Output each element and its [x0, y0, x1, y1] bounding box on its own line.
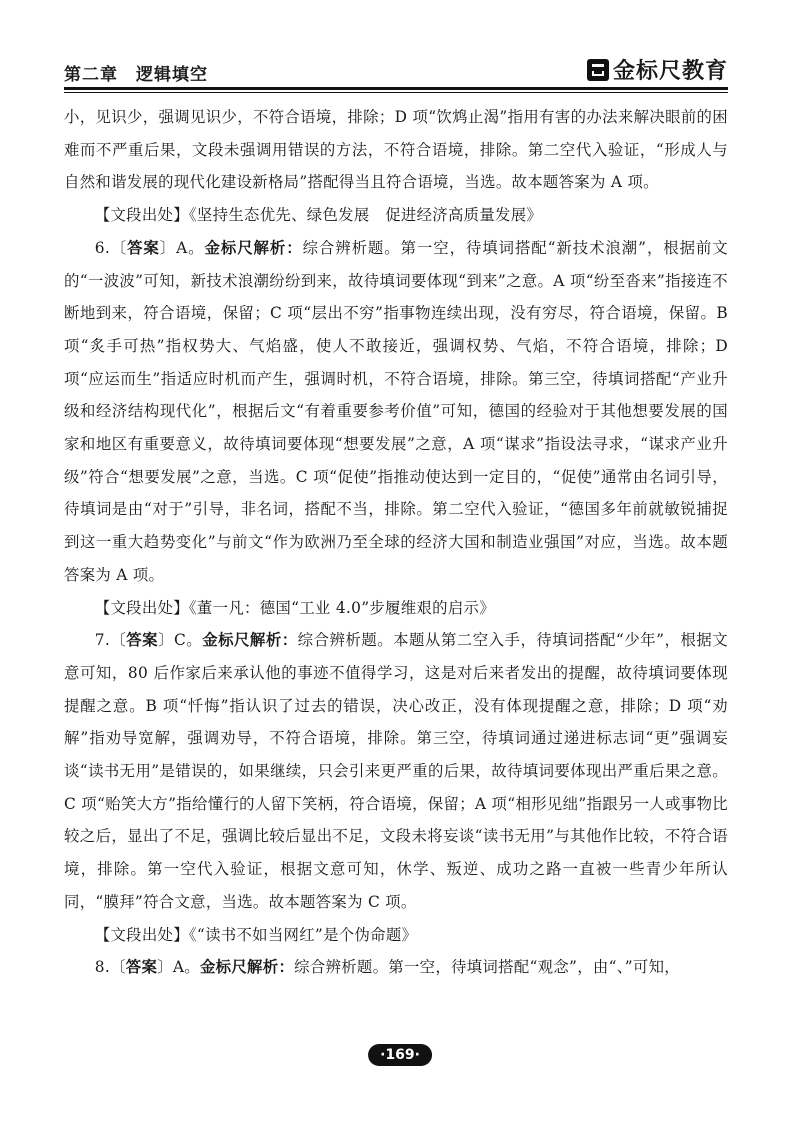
page-header — [64, 52, 728, 92]
question-8-answer: 8.〔答案〕A。金标尺解析：综合辨析题。第一空，待填词搭配“观念”，由“、”可知， — [94, 958, 680, 977]
header-rule-thin — [64, 92, 728, 93]
question-number: 8. — [94, 958, 111, 977]
answer-label: 答案 — [126, 631, 159, 650]
page-content — [64, 101, 728, 984]
logo-text: 金标尺教育 — [612, 59, 728, 84]
question-6-answer: 6.〔答案〕A。金标尺解析：综合辨析题。第一空，待填词搭配“新技术浪潮”，根据前文的“一波波”可知，新技术浪潮纷纷到来，故待填词要体现“到来”之意。A 项“纷至沓来”指接连不断地到来，符合语境，保留；C 项“层出不穷”指事物连续出现，没有穷尽，符合语境，保留。B 项“炙手可热”指权势大、气焰盛，使人不敢接近，强调权势、气焰，不符合语境，排除；D 项“应运而生”指适应时机而产生，强调时机，不符合语境，排除。第三空，待填词搭配“产业升级和经济结构现代化”，根据后文“有着重要参考价值”可知，德国的经验对于其他想要发展的国家和地区有重要意义，故待填词要体现“想要发展”之意，A 项“谋求”指设法寻求，“谋求产业升级”符合“想要发展”之意，当选。C 项“促使”指推动使达到一定目的，“促使”通常由名词引导，待填词是由“对于”引导，非名词，搭配不当，排除。第二空代入验证，“德国多年前就敏锐捕捉到这一重大趋势变化”与前文“作为欧洲乃至全球的经济大国和制造业强国”对应，当选。故本题答案为 A 项。 — [64, 238, 728, 584]
analysis-text: 综合辨析题。第一空，待填词搭配“观念”，由“、”可知， — [294, 958, 680, 977]
analysis-label: 金标尺解析： — [202, 631, 298, 650]
logo-icon — [587, 59, 609, 81]
question-number: 7. — [94, 631, 111, 650]
analysis-label: 金标尺解析： — [204, 238, 303, 257]
source-citation: 【文段出处】《“读书不如当网红”是个伪命题》 — [94, 925, 418, 944]
question-number: 6. — [94, 238, 111, 257]
publisher-logo — [587, 54, 728, 85]
question-7-answer: 7.〔答案〕C。金标尺解析：综合辨析题。本题从第二空入手，待填词搭配“少年”，根据文意可知，80 后作家后来承认他的事迹不值得学习，这是对后来者发出的提醒，故待填词要体现提醒之意。B 项“忏悔”指认识了过去的错误，决心改正，没有体现提醒之意，排除；D 项“劝解”指劝导宽解，强调劝导，不符合语境，排除。第三空，待填词通过递进标志词“更”强调妄谈“读书无用”是错误的，如果继续，只会引来更严重的后果，故待填词要体现出严重后果之意。C 项“贻笑大方”指给懂行的人留下笑柄，符合语境，保留；A 项“相形见绌”指跟另一人或事物比较之后，显出了不足，强调比较后显出不足，文段未将妄谈“读书无用”与其他作比较，不符合语境，排除。第一空代入验证，根据文意可知，休学、叛逆、成功之路一直被一些青少年所认同，“膜拜”符合文意，当选。故本题答案为 C 项。 — [64, 631, 728, 911]
header-rule — [64, 87, 728, 90]
analysis-text: 综合辨析题。本题从第二空入手，待填词搭配“少年”，根据文意可知，80 后作家后来承认他的事迹不值得学习，这是对后来者发出的提醒，故待填词要体现提醒之意。B 项“忏悔”指认识了过去的错误，决心改正，没有体现提醒之意，排除；D 项“劝解”指劝导宽解，强调劝导，不符合语境，排除。第三空，待填词通过递进标志词“更”强调妄谈“读书无用”是错误的，如果继续，只会引来更严重的后果，故待填词要体现出严重后果之意。C 项“贻笑大方”指给懂行的人留下笑柄，符合语境，保留；A 项“相形见绌”指跟另一人或事物比较之后，显出了不足，强调比较后显出不足，文段未将妄谈“读书无用”与其他作比较，不符合语境，排除。第一空代入验证，根据文意可知，休学、叛逆、成功之路一直被一些青少年所认同，“膜拜”符合文意，当选。故本题答案为 C 项。 — [64, 631, 728, 911]
source-citation: 【文段出处】《董一凡：德国“工业 4.0”步履维艰的启示》 — [94, 598, 495, 617]
paragraph-continued: 小，见识少，强调见识少，不符合语境，排除；D 项“饮鸩止渴”指用有害的办法来解决眼前的困难而不严重后果，文段未强调用错误的方法，不符合语境，排除。第二空代入验证，“形成人与自然和谐发展的现代化建设新格局”搭配得当且符合语境，当选。故本题答案为 A 项。 — [64, 108, 728, 192]
analysis-text: 综合辨析题。第一空，待填词搭配“新技术浪潮”，根据前文的“一波波”可知，新技术浪潮纷纷到来，故待填词要体现“到来”之意。A 项“纷至沓来”指接连不断地到来，符合语境，保留；C 项“层出不穷”指事物连续出现，没有穷尽，符合语境，保留。B 项“炙手可热”指权势大、气焰盛，使人不敢接近，强调权势、气焰，不符合语境，排除；D 项“应运而生”指适应时机而产生，强调时机，不符合语境，排除。第三空，待填词搭配“产业升级和经济结构现代化”，根据后文“有着重要参考价值”可知，德国的经验对于其他想要发展的国家和地区有重要意义，故待填词要体现“想要发展”之意，A 项“谋求”指设法寻求，“谋求产业升级”符合“想要发展”之意，当选。C 项“促使”指推动使达到一定目的，“促使”通常由名词引导，待填词是由“对于”引导，非名词，搭配不当，排除。第二空代入验证，“德国多年前就敏锐捕捉到这一重大趋势变化”与前文“作为欧洲乃至全球的经济大国和制造业强国”对应，当选。故本题答案为 A 项。 — [64, 238, 728, 584]
page-number: ·169· — [368, 1044, 432, 1066]
chapter-title: 第二章 逻辑填空 — [64, 65, 208, 85]
source-citation: 【文段出处】《坚持生态优先、绿色发展 促进经济高质量发展》 — [94, 206, 543, 225]
answer-label: 答案 — [127, 238, 160, 257]
answer-label: 答案 — [125, 958, 158, 977]
analysis-label: 金标尺解析： — [199, 958, 295, 977]
